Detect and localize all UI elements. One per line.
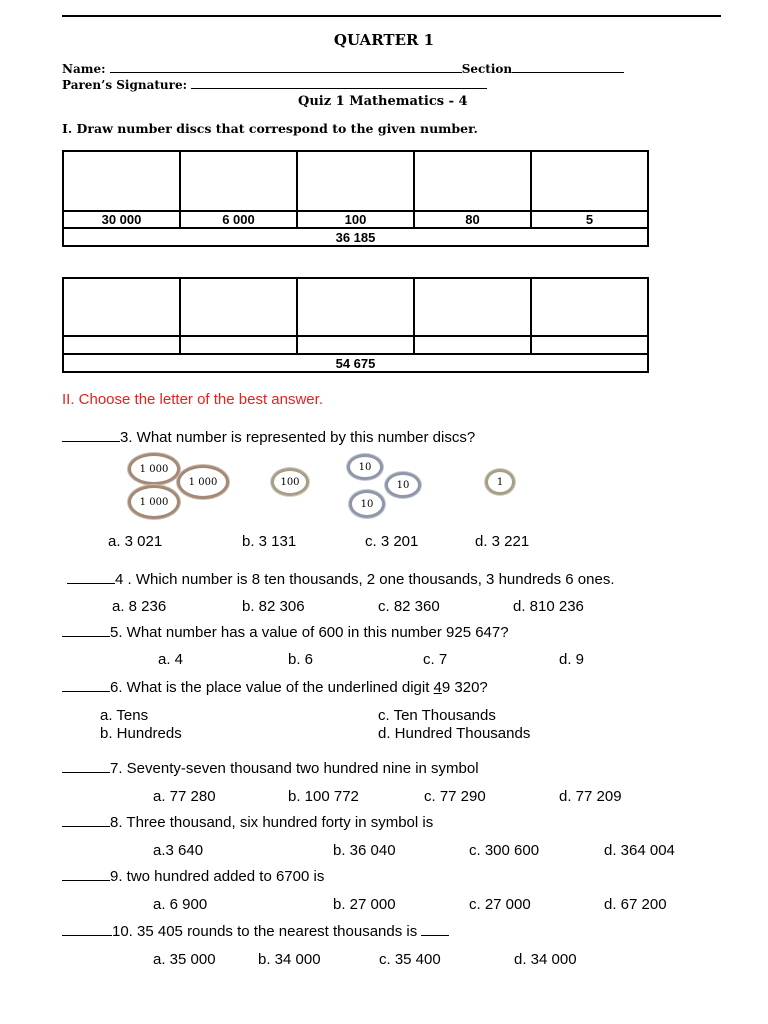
draw-cell[interactable]: [297, 278, 414, 336]
answer-blank[interactable]: [62, 868, 110, 881]
draw-cell[interactable]: [63, 278, 180, 336]
question-4: [67, 571, 615, 588]
place-value-cell[interactable]: [180, 336, 297, 354]
thousand-disc: 1 000: [128, 453, 180, 485]
option-d[interactable]: d. 67 200: [604, 896, 667, 913]
place-value-cell[interactable]: [531, 336, 648, 354]
option-a[interactable]: a. 3 021: [108, 533, 163, 550]
question-10: [62, 923, 449, 940]
page-title: QUARTER 1: [333, 31, 435, 49]
ten-disc: 10: [385, 472, 421, 498]
option-d[interactable]: d. 3 221: [475, 533, 530, 550]
answer-blank[interactable]: [62, 814, 110, 827]
place-value-cell: 100: [297, 211, 414, 228]
ten-disc: 10: [349, 490, 385, 518]
option-a[interactable]: a. 4: [158, 651, 184, 668]
ten-disc: 10: [347, 454, 383, 480]
option-d[interactable]: d. 34 000: [514, 951, 577, 968]
option-d[interactable]: d. 810 236: [513, 598, 584, 615]
disc-table-1: [62, 150, 649, 247]
option-d[interactable]: d. 9: [559, 651, 585, 668]
quiz-title: Quiz 1 Mathematics - 4: [298, 94, 468, 109]
option-b[interactable]: b. 36 040: [333, 842, 396, 859]
underlined-digit: 4: [433, 679, 442, 696]
option-c[interactable]: c. 82 360: [378, 598, 440, 615]
place-value-cell: 80: [414, 211, 531, 228]
option-a[interactable]: a. 8 236: [112, 598, 167, 615]
option-b[interactable]: b. 100 772: [288, 788, 359, 805]
name-field: [62, 62, 624, 76]
total-number-cell: 54 675: [63, 354, 648, 372]
question-text-end: 9 320?: [441, 679, 488, 696]
thousand-disc: 1 000: [177, 465, 229, 499]
part1-instruction: I. Draw number discs that correspond to the given number.: [62, 121, 478, 136]
option-a[interactable]: a. 77 280: [153, 788, 216, 805]
signature-blank[interactable]: [191, 78, 487, 89]
option-c[interactable]: c. 27 000: [469, 896, 531, 913]
draw-cell[interactable]: [180, 278, 297, 336]
answer-blank[interactable]: [62, 923, 112, 936]
name-blank[interactable]: [110, 62, 462, 73]
draw-cell[interactable]: [63, 151, 180, 211]
option-b[interactable]: b. 82 306: [242, 598, 305, 615]
disc-table-2: [62, 277, 649, 373]
option-c[interactable]: c. Ten Thousands: [378, 707, 496, 724]
draw-cell[interactable]: [414, 278, 531, 336]
option-a[interactable]: a. 6 900: [153, 896, 208, 913]
draw-cell[interactable]: [531, 278, 648, 336]
signature-label: Paren’s Signature:: [62, 78, 188, 92]
question-text: 6. What is the place value of the underlined digit: [110, 679, 434, 696]
option-d[interactable]: d. 77 209: [559, 788, 622, 805]
option-b[interactable]: b. 27 000: [333, 896, 396, 913]
question-text: 5. What number has a value of 600 in this number 925 647?: [110, 624, 509, 641]
question-6: [62, 679, 488, 696]
option-b[interactable]: b. 34 000: [258, 951, 321, 968]
option-a[interactable]: a. Tens: [100, 707, 149, 724]
answer-blank[interactable]: [62, 429, 120, 442]
question-text: 4 . Which number is 8 ten thousands, 2 one thousands, 3 hundreds 6 ones.: [115, 571, 615, 588]
option-a[interactable]: a. 35 000: [153, 951, 216, 968]
question-text: 9. two hundred added to 6700 is: [110, 868, 325, 885]
place-value-cell[interactable]: [63, 336, 180, 354]
place-value-cell[interactable]: [297, 336, 414, 354]
option-c[interactable]: c. 7: [423, 651, 448, 668]
answer-blank[interactable]: [62, 679, 110, 692]
question-9: [62, 868, 324, 885]
question-text: 7. Seventy-seven thousand two hundred nine in symbol: [110, 760, 479, 777]
section-blank[interactable]: [512, 62, 624, 73]
draw-cell[interactable]: [180, 151, 297, 211]
total-number-cell: 36 185: [63, 228, 648, 246]
question-5: [62, 624, 509, 641]
thousand-disc: 1 000: [128, 485, 180, 519]
option-d[interactable]: d. 364 004: [604, 842, 675, 859]
question-7: [62, 760, 479, 777]
draw-cell[interactable]: [414, 151, 531, 211]
hundred-disc: 100: [271, 468, 309, 496]
place-value-cell: 6 000: [180, 211, 297, 228]
part2-instruction: II. Choose the letter of the best answer.: [62, 391, 323, 408]
place-value-cell: 30 000: [63, 211, 180, 228]
top-rule: [62, 15, 721, 17]
option-d[interactable]: d. Hundred Thousands: [378, 725, 531, 742]
fill-in-blank[interactable]: [421, 923, 449, 936]
draw-cell[interactable]: [531, 151, 648, 211]
place-value-cell: 5: [531, 211, 648, 228]
question-text: 3. What number is represented by this number discs?: [120, 429, 476, 446]
answer-blank[interactable]: [62, 760, 110, 773]
option-b[interactable]: b. 6: [288, 651, 314, 668]
option-a[interactable]: a.3 640: [153, 842, 204, 859]
answer-blank[interactable]: [67, 571, 115, 584]
question-3: [62, 429, 475, 446]
option-c[interactable]: c. 300 600: [469, 842, 540, 859]
option-c[interactable]: c. 35 400: [379, 951, 441, 968]
answer-blank[interactable]: [62, 624, 110, 637]
option-c[interactable]: c. 77 290: [424, 788, 486, 805]
option-b[interactable]: b. 3 131: [242, 533, 297, 550]
name-label: Name:: [62, 62, 106, 76]
question-text: 10. 35 405 rounds to the nearest thousands is: [112, 923, 422, 940]
question-text: 8. Three thousand, six hundred forty in symbol is: [110, 814, 434, 831]
question-8: [62, 814, 433, 831]
option-b[interactable]: b. Hundreds: [100, 725, 182, 742]
signature-field: [62, 78, 487, 92]
place-value-cell[interactable]: [414, 336, 531, 354]
one-disc: 1: [485, 469, 515, 495]
section-label: Section: [461, 62, 513, 76]
option-c[interactable]: c. 3 201: [365, 533, 419, 550]
draw-cell[interactable]: [297, 151, 414, 211]
